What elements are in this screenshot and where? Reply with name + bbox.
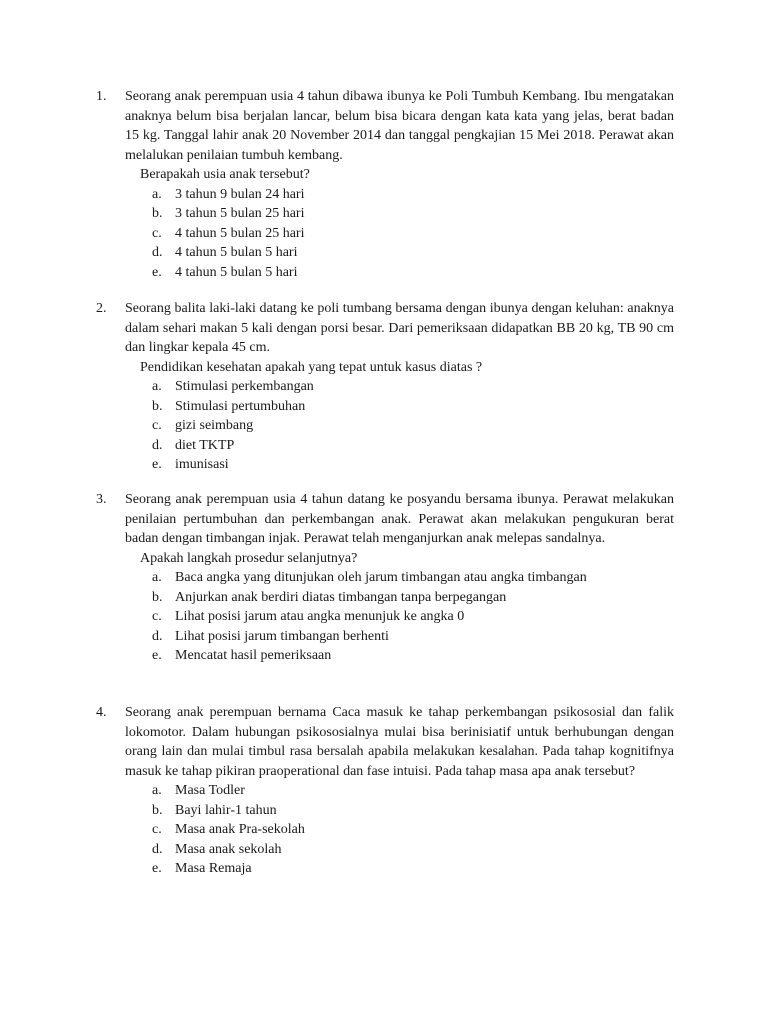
question-4 <box>96 703 674 879</box>
option-text: Masa anak sekolah <box>175 841 282 857</box>
option-text: imunisasi <box>175 457 229 472</box>
option-text: 4 tahun 5 bulan 5 hari <box>175 245 298 260</box>
option-letter: c. <box>152 609 162 624</box>
option-text: Lihat posisi jarum atau angka menunjuk ke angka 0 <box>175 609 465 624</box>
option-d <box>96 436 674 456</box>
option-text: Anjurkan anak berdiri diatas timbangan tanpa berpegangan <box>175 589 507 605</box>
option-letter: d. <box>152 841 163 857</box>
option-b <box>96 588 674 608</box>
option-letter: c. <box>152 418 162 433</box>
option-b <box>96 397 674 417</box>
option-text: Baca angka yang ditunjukan oleh jarum timbangan atau angka timbangan <box>175 570 587 585</box>
question-3 <box>96 490 674 666</box>
option-c <box>96 820 674 840</box>
option-text: gizi seimbang <box>175 418 254 433</box>
option-a <box>96 185 674 205</box>
option-e <box>96 646 674 666</box>
option-text: 3 tahun 9 bulan 24 hari <box>175 186 305 202</box>
option-text: 4 tahun 5 bulan 5 hari <box>175 264 298 280</box>
question-number: 1. <box>96 89 107 104</box>
option-a <box>96 568 674 588</box>
option-a <box>96 781 674 801</box>
option-b <box>96 801 674 821</box>
option-letter: b. <box>152 206 163 221</box>
option-letter: b. <box>152 398 163 414</box>
option-letter: e. <box>152 264 162 280</box>
question-1 <box>96 87 674 282</box>
answer-options <box>96 185 674 283</box>
option-text: Mencatat hasil pemeriksaan <box>175 648 332 663</box>
question-2 <box>96 299 674 475</box>
answer-options <box>96 568 674 666</box>
option-d <box>96 840 674 860</box>
question-prompt: Berapakah usia anak tersebut? <box>140 167 310 182</box>
question-prompt: Apakah langkah prosedur selanjutnya? <box>140 550 358 566</box>
option-letter: e. <box>152 861 162 876</box>
option-text: Stimulasi perkembangan <box>175 379 314 394</box>
question-stem: Seorang balita laki-laki datang ke poli tumbang bersama dengan ibunya dengan keluhan: anaknya dalam sehari makan 5 kali dengan porsi besar. Dari pemeriksaan didapatkan BB 20 kg, TB 90 cm dan lingkar kepala 45 cm. <box>125 301 674 355</box>
option-d <box>96 243 674 263</box>
option-text: Stimulasi pertumbuhan <box>175 398 306 414</box>
option-text: Masa Todler <box>175 783 245 798</box>
option-text: Bayi lahir-1 tahun <box>175 802 277 818</box>
answer-options <box>96 781 674 879</box>
option-letter: a. <box>152 379 162 394</box>
question-number: 3. <box>96 492 107 507</box>
question-prompt: Pendidikan kesehatan apakah yang tepat untuk kasus diatas ? <box>140 359 483 375</box>
option-text: 3 tahun 5 bulan 25 hari <box>175 206 305 221</box>
option-letter: e. <box>152 648 162 663</box>
question-stem: Seorang anak perempuan usia 4 tahun dibawa ibunya ke Poli Tumbuh Kembang. Ibu mengatakan anaknya belum bisa berjalan lancar, belum bisa bicara dengan kata kata yang jelas, berat badan 15 kg. Tanggal lahir anak 20 November 2014 dan tanggal pengkajian 15 Mei 2018. Perawat akan melalukan penilaian tumbuh kembang. <box>125 89 674 163</box>
option-c <box>96 224 674 244</box>
option-letter: c. <box>152 822 162 837</box>
option-text: diet TKTP <box>175 437 235 453</box>
option-letter: d. <box>152 245 163 260</box>
answer-options <box>96 377 674 475</box>
option-text: 4 tahun 5 bulan 25 hari <box>175 225 305 241</box>
option-d <box>96 627 674 647</box>
option-letter: d. <box>152 437 163 453</box>
option-letter: d. <box>152 628 163 644</box>
option-letter: c. <box>152 225 162 241</box>
option-letter: a. <box>152 186 162 202</box>
option-letter: b. <box>152 589 163 605</box>
option-e <box>96 263 674 283</box>
option-text: Masa anak Pra-sekolah <box>175 822 305 837</box>
option-letter: a. <box>152 570 162 585</box>
option-letter: a. <box>152 783 162 798</box>
option-c <box>96 607 674 627</box>
option-text: Masa Remaja <box>175 861 252 876</box>
question-stem: Seorang anak perempuan bernama Caca masuk ke tahap perkembangan psikososial dan falik lokomotor. Dalam hubungan psikososialnya mulai bisa berinisiatif untuk berhubungan dengan orang lain dan mulai timbul rasa bersalah apabila melakukan kesalahan. Pada tahap kognitifnya masuk ke tahap pikiran praoperational dan fase intuisi. Pada tahap masa apa anak tersebut? <box>125 705 674 779</box>
question-stem: Seorang anak perempuan usia 4 tahun datang ke posyandu bersama ibunya. Perawat melakukan penilaian pertumbuhan dan perkembangan anak. Perawat akan melakukan pengukuran berat badan dengan timbangan injak. Perawat telah menganjurkan anak melepas sandalnya. <box>125 492 674 546</box>
option-b <box>96 204 674 224</box>
option-e <box>96 859 674 879</box>
option-e <box>96 455 674 475</box>
option-a <box>96 377 674 397</box>
question-number: 4. <box>96 705 107 720</box>
option-text: Lihat posisi jarum timbangan berhenti <box>175 628 389 644</box>
question-number: 2. <box>96 301 107 316</box>
option-c <box>96 416 674 436</box>
option-letter: b. <box>152 802 163 818</box>
option-letter: e. <box>152 457 162 472</box>
